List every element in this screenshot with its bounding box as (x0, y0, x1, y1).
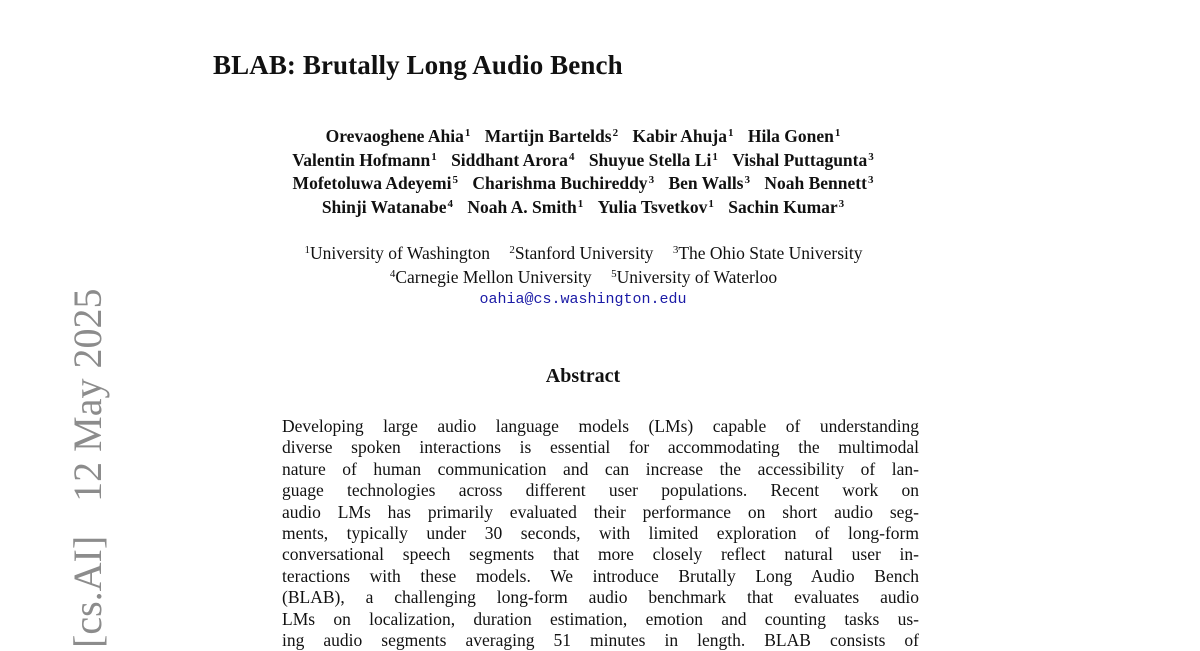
author-name: Vishal Puttagunta (732, 149, 868, 170)
author-name: Hila Gonen (747, 126, 834, 146)
author (598, 197, 714, 217)
author-name: Shinji Watanabe (321, 196, 447, 217)
author-name: Shuyue Stella Li (588, 149, 712, 170)
affiliation-row (200, 266, 966, 290)
author-affiliation-mark: 5 (452, 174, 458, 186)
affiliation-list (200, 242, 966, 310)
author (764, 173, 873, 193)
abstract-line: teractions with these models. We introduce Brutally Long Audio Bench (282, 565, 919, 586)
author-name: Ben Walls (668, 173, 744, 193)
author (589, 150, 718, 170)
author (728, 197, 844, 217)
affiliation-number: 4 (389, 267, 396, 280)
paper-title: BLAB: Brutally Long Audio Bench (213, 50, 623, 80)
affiliation (389, 267, 592, 287)
abstract-line: guage technologies across different user populations. Recent work on (282, 480, 919, 501)
abstract-body (282, 416, 919, 651)
abstract-line: conversational speech segments that more closely reflect natural user in- (282, 544, 919, 565)
author-affiliation-mark: 3 (867, 174, 874, 186)
author-affiliation-mark: 3 (744, 174, 750, 186)
arxiv-category: [cs.AI] (65, 535, 110, 648)
author (292, 150, 436, 170)
author-affiliation-mark: 1 (834, 127, 841, 139)
affiliation-name: The Ohio State University (678, 243, 863, 263)
author-name: Siddhant Arora (451, 149, 568, 170)
affiliation-name: Stanford University (514, 243, 654, 263)
affiliation-number: 3 (672, 244, 679, 256)
arxiv-side-stamp (65, 265, 110, 649)
author-affiliation-mark: 1 (727, 127, 734, 139)
affiliation (303, 243, 490, 263)
author-affiliation-mark: 4 (568, 150, 575, 163)
author-name: Sachin Kumar (728, 196, 838, 217)
author-name: Noah A. Smith (467, 196, 577, 217)
author-row (200, 149, 966, 173)
abstract-line: LMs on localization, duration estimation, emotion and counting tasks us- (282, 608, 919, 629)
abstract-line: diverse spoken interactions is essential for accommodating the multimodal (282, 437, 919, 458)
author (732, 150, 874, 170)
author-name: Noah Bennett (764, 173, 867, 193)
author-affiliation-mark: 1 (464, 127, 471, 139)
author (326, 126, 471, 146)
author-name: Charishma Buchireddy (472, 173, 648, 193)
abstract-line: ments, typically under 30 seconds, with limited exploration of long-form (282, 522, 919, 543)
affiliation-number: 2 (509, 244, 515, 256)
abstract-line: audio LMs has primarily evaluated their performance on short audio seg- (282, 501, 919, 522)
author-affiliation-mark: 1 (712, 150, 718, 163)
affiliation-name: University of Waterloo (616, 266, 778, 287)
abstract-line: (BLAB), a challenging long-form audio benchmark that evaluates audio (282, 587, 919, 608)
abstract-line: Developing large audio language models (LMs) capable of understanding (282, 416, 919, 436)
author-affiliation-mark: 2 (612, 127, 619, 139)
author-name: Mofetoluwa Adeyemi (292, 173, 452, 193)
affiliation-rows (200, 242, 966, 289)
author (472, 173, 654, 193)
author-row (200, 196, 966, 220)
author-list (200, 125, 966, 219)
abstract-line: nature of human communication and can increase the accessibility of lan- (282, 458, 919, 479)
author-name: Kabir Ahuja (632, 126, 727, 146)
author-name: Martijn Bartelds (484, 126, 612, 146)
author-affiliation-mark: 3 (838, 197, 845, 210)
author-affiliation-mark: 3 (648, 174, 655, 186)
author (451, 150, 574, 170)
author-affiliation-mark: 1 (577, 197, 584, 210)
affiliation-number: 1 (304, 244, 310, 256)
author (322, 197, 453, 217)
abstract-line: ing audio segments averaging 51 minutes in length. BLAB consists of (282, 629, 919, 650)
affiliation (508, 243, 653, 263)
author (632, 126, 733, 146)
author-name: Valentin Hofmann (292, 149, 431, 170)
author (467, 197, 583, 217)
abstract-heading: Abstract (545, 365, 621, 387)
author (293, 173, 458, 193)
author-name: Orevaoghene Ahia (325, 126, 464, 146)
arxiv-date: 12 May 2025 (65, 288, 110, 502)
author (748, 126, 841, 146)
affiliation-row (200, 242, 966, 266)
affiliation (610, 267, 777, 287)
author-affiliation-mark: 3 (868, 150, 874, 163)
author-affiliation-mark: 1 (431, 150, 437, 163)
author-row (200, 172, 966, 196)
affiliation (672, 243, 863, 263)
affiliation-name: Carnegie Mellon University (395, 266, 592, 287)
author (485, 126, 618, 146)
author-row (200, 125, 966, 149)
author-affiliation-mark: 1 (708, 197, 714, 210)
contact-email[interactable]: oahia@cs.washington.edu (479, 291, 687, 308)
author-affiliation-mark: 4 (447, 197, 453, 210)
author-name: Yulia Tsvetkov (597, 196, 708, 217)
affiliation-name: University of Washington (309, 243, 491, 263)
affiliation-number: 5 (611, 267, 617, 280)
author (668, 173, 750, 193)
